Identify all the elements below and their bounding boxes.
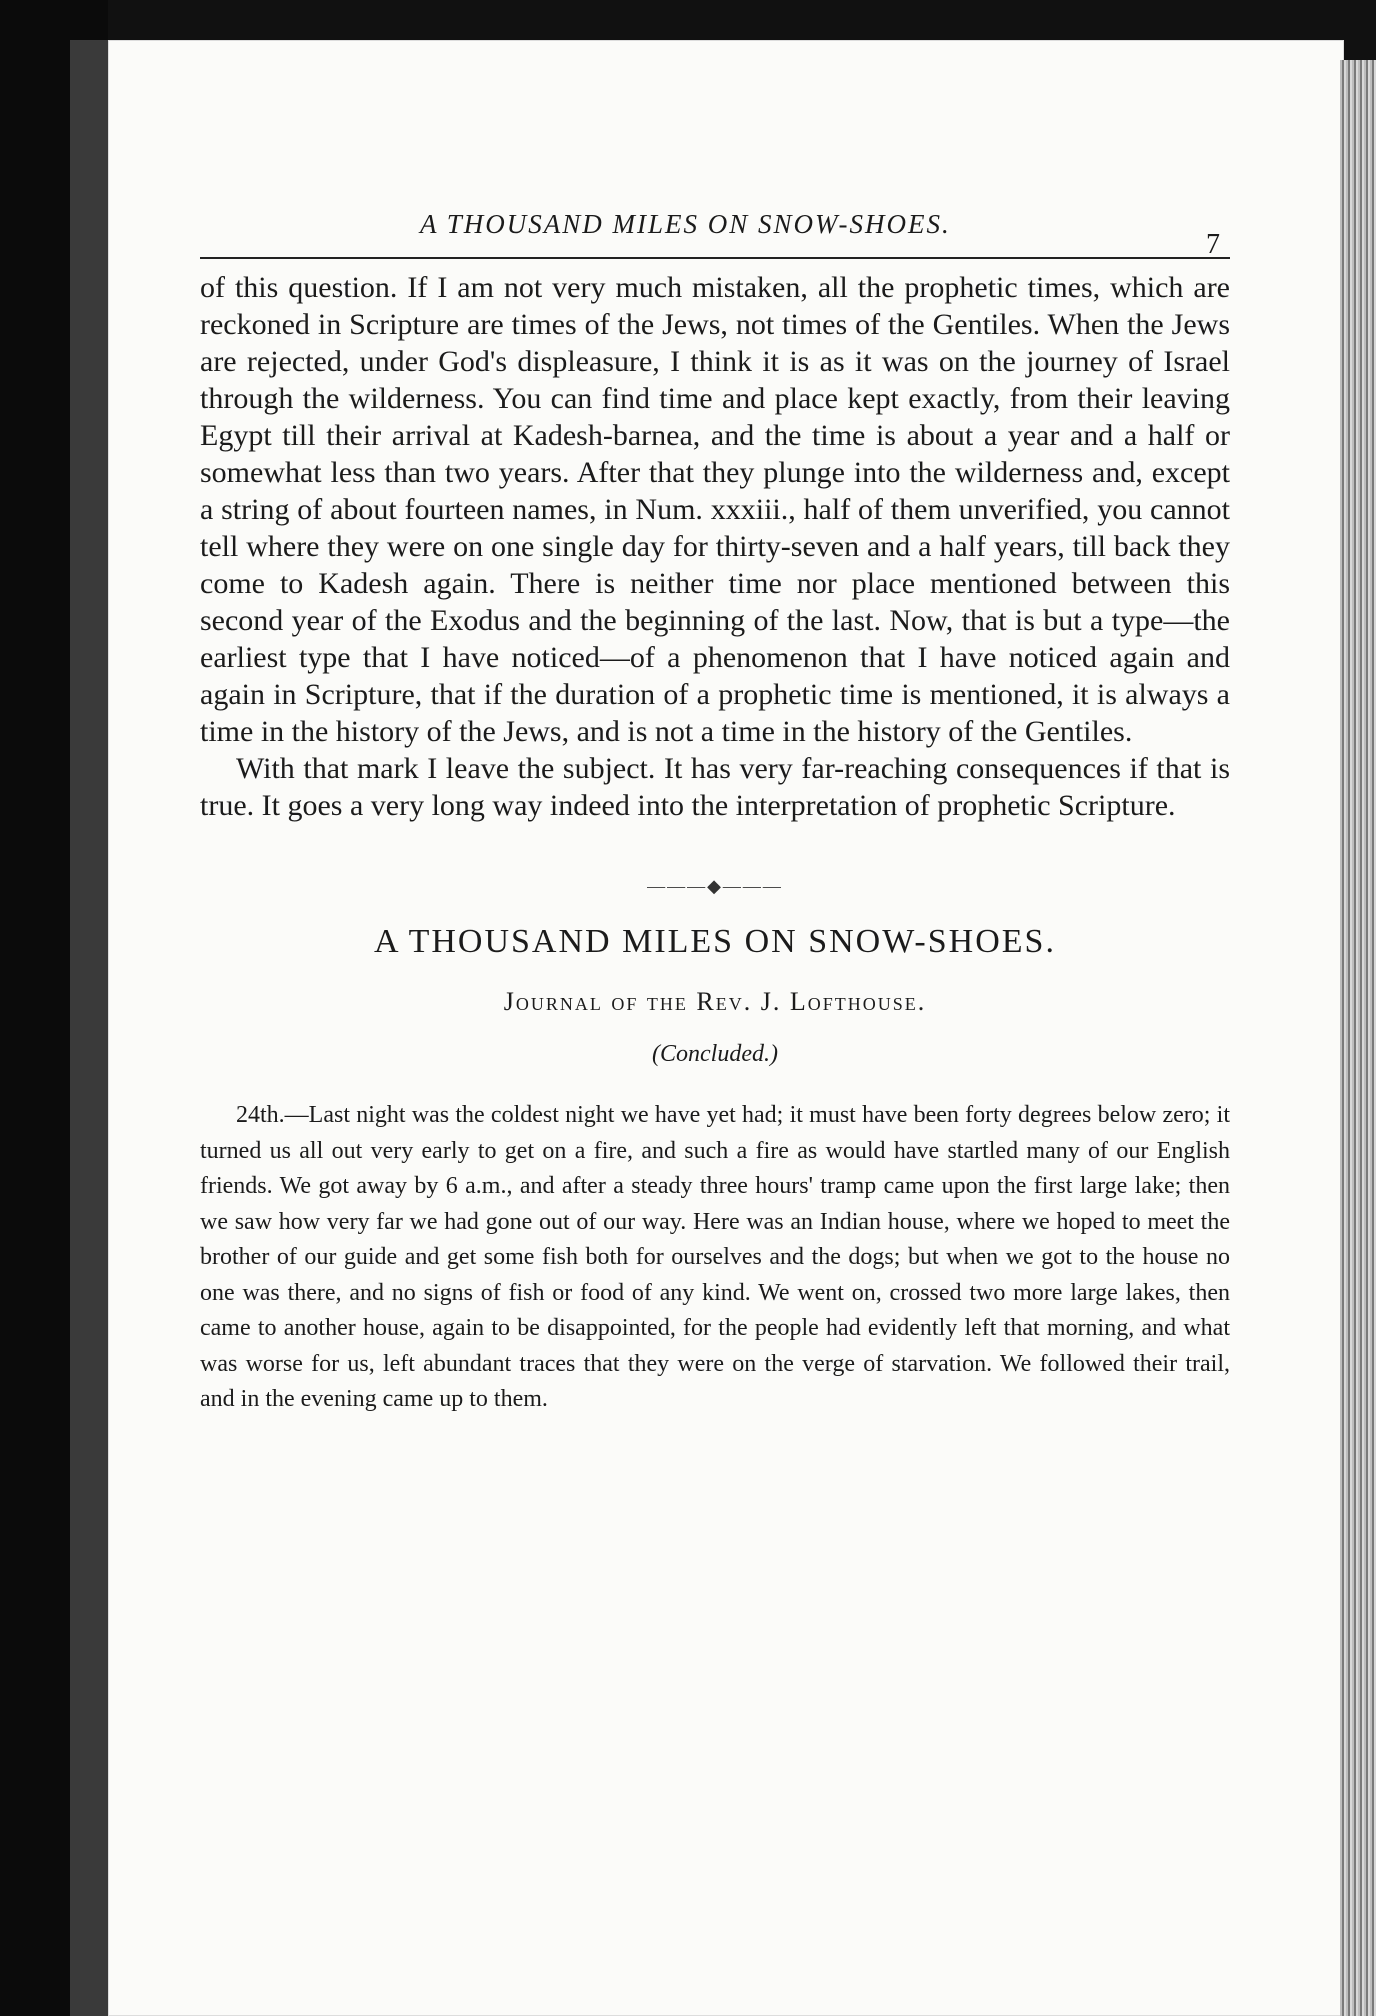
running-head-title: A THOUSAND MILES ON SNOW-SHOES. [420,209,951,239]
running-head [200,205,1230,259]
body-paragraph: of this question. If I am not very much mistaken, all the prophetic times, which are reckoned in Scripture are times of the Jews, not times of the Gentiles. When the Jews are rejected, under God's displeasure, I think it is as it was on the journey of Israel through the wilderness. You can find time and place kept exactly, from their leaving Egypt till their arrival at Kadesh-barnea, and the time is about a year and a half or somewhat less than two years. After that they plunge into the wilderness and, except a string of about fourteen names, in Num. xxxiii., half of them unverified, you cannot tell where they were on one single day for thirty-seven and a half years, till back they come to Kadesh again. There is neither time nor place mentioned between this second year of the Exodus and the beginning of the last. Now, that is but a type—the earliest type that I have noticed—of a phenomenon that I have noticed again and again in Scripture, that if the duration of a prophetic time is mentioned, it is always a time in the history of the Jews, and is not a time in the history of the Gentiles. [200,271,1230,748]
page-number: 7 [1206,229,1220,260]
page-edges [1340,60,1376,2016]
body-paragraph: With that mark I leave the subject. It has very far-reaching consequences if that is true. It goes a very long way indeed into the interpretation of prophetic Scripture. [200,752,1230,822]
page-content [200,205,1230,1418]
journal-text [200,1098,1230,1418]
journal-paragraph: 24th.—Last night was the coldest night we have yet had; it must have been forty degrees below zero; it turned us all out very early to get on a fire, and such a fire as would have startled many of our English friends. We got away by 6 a.m., and after a steady three hours' tramp came upon the first large lake; then we saw how very far we had gone out of our way. Here was an Indian house, where we hoped to meet the brother of our guide and get some fish both for ourselves and the dogs; but when we got to the house no one was there, and no signs of fish or food of any kind. We went on, crossed two more large lakes, then came to another house, again to be disappointed, for the people had evidently left that morning, and what was worse for us, left abundant traces that they were on the verge of starvation. We followed their trail, and in the evening came up to them. [200,1102,1230,1412]
body-text [200,269,1230,824]
article-subtitle: Journal of the Rev. J. Lofthouse. [503,987,927,1016]
article-title: A THOUSAND MILES ON SNOW-SHOES. [374,923,1056,960]
article-note: (Concluded.) [652,1041,778,1067]
binding-strip [70,40,108,2016]
section-divider-ornament: ———◆——— [647,876,783,896]
